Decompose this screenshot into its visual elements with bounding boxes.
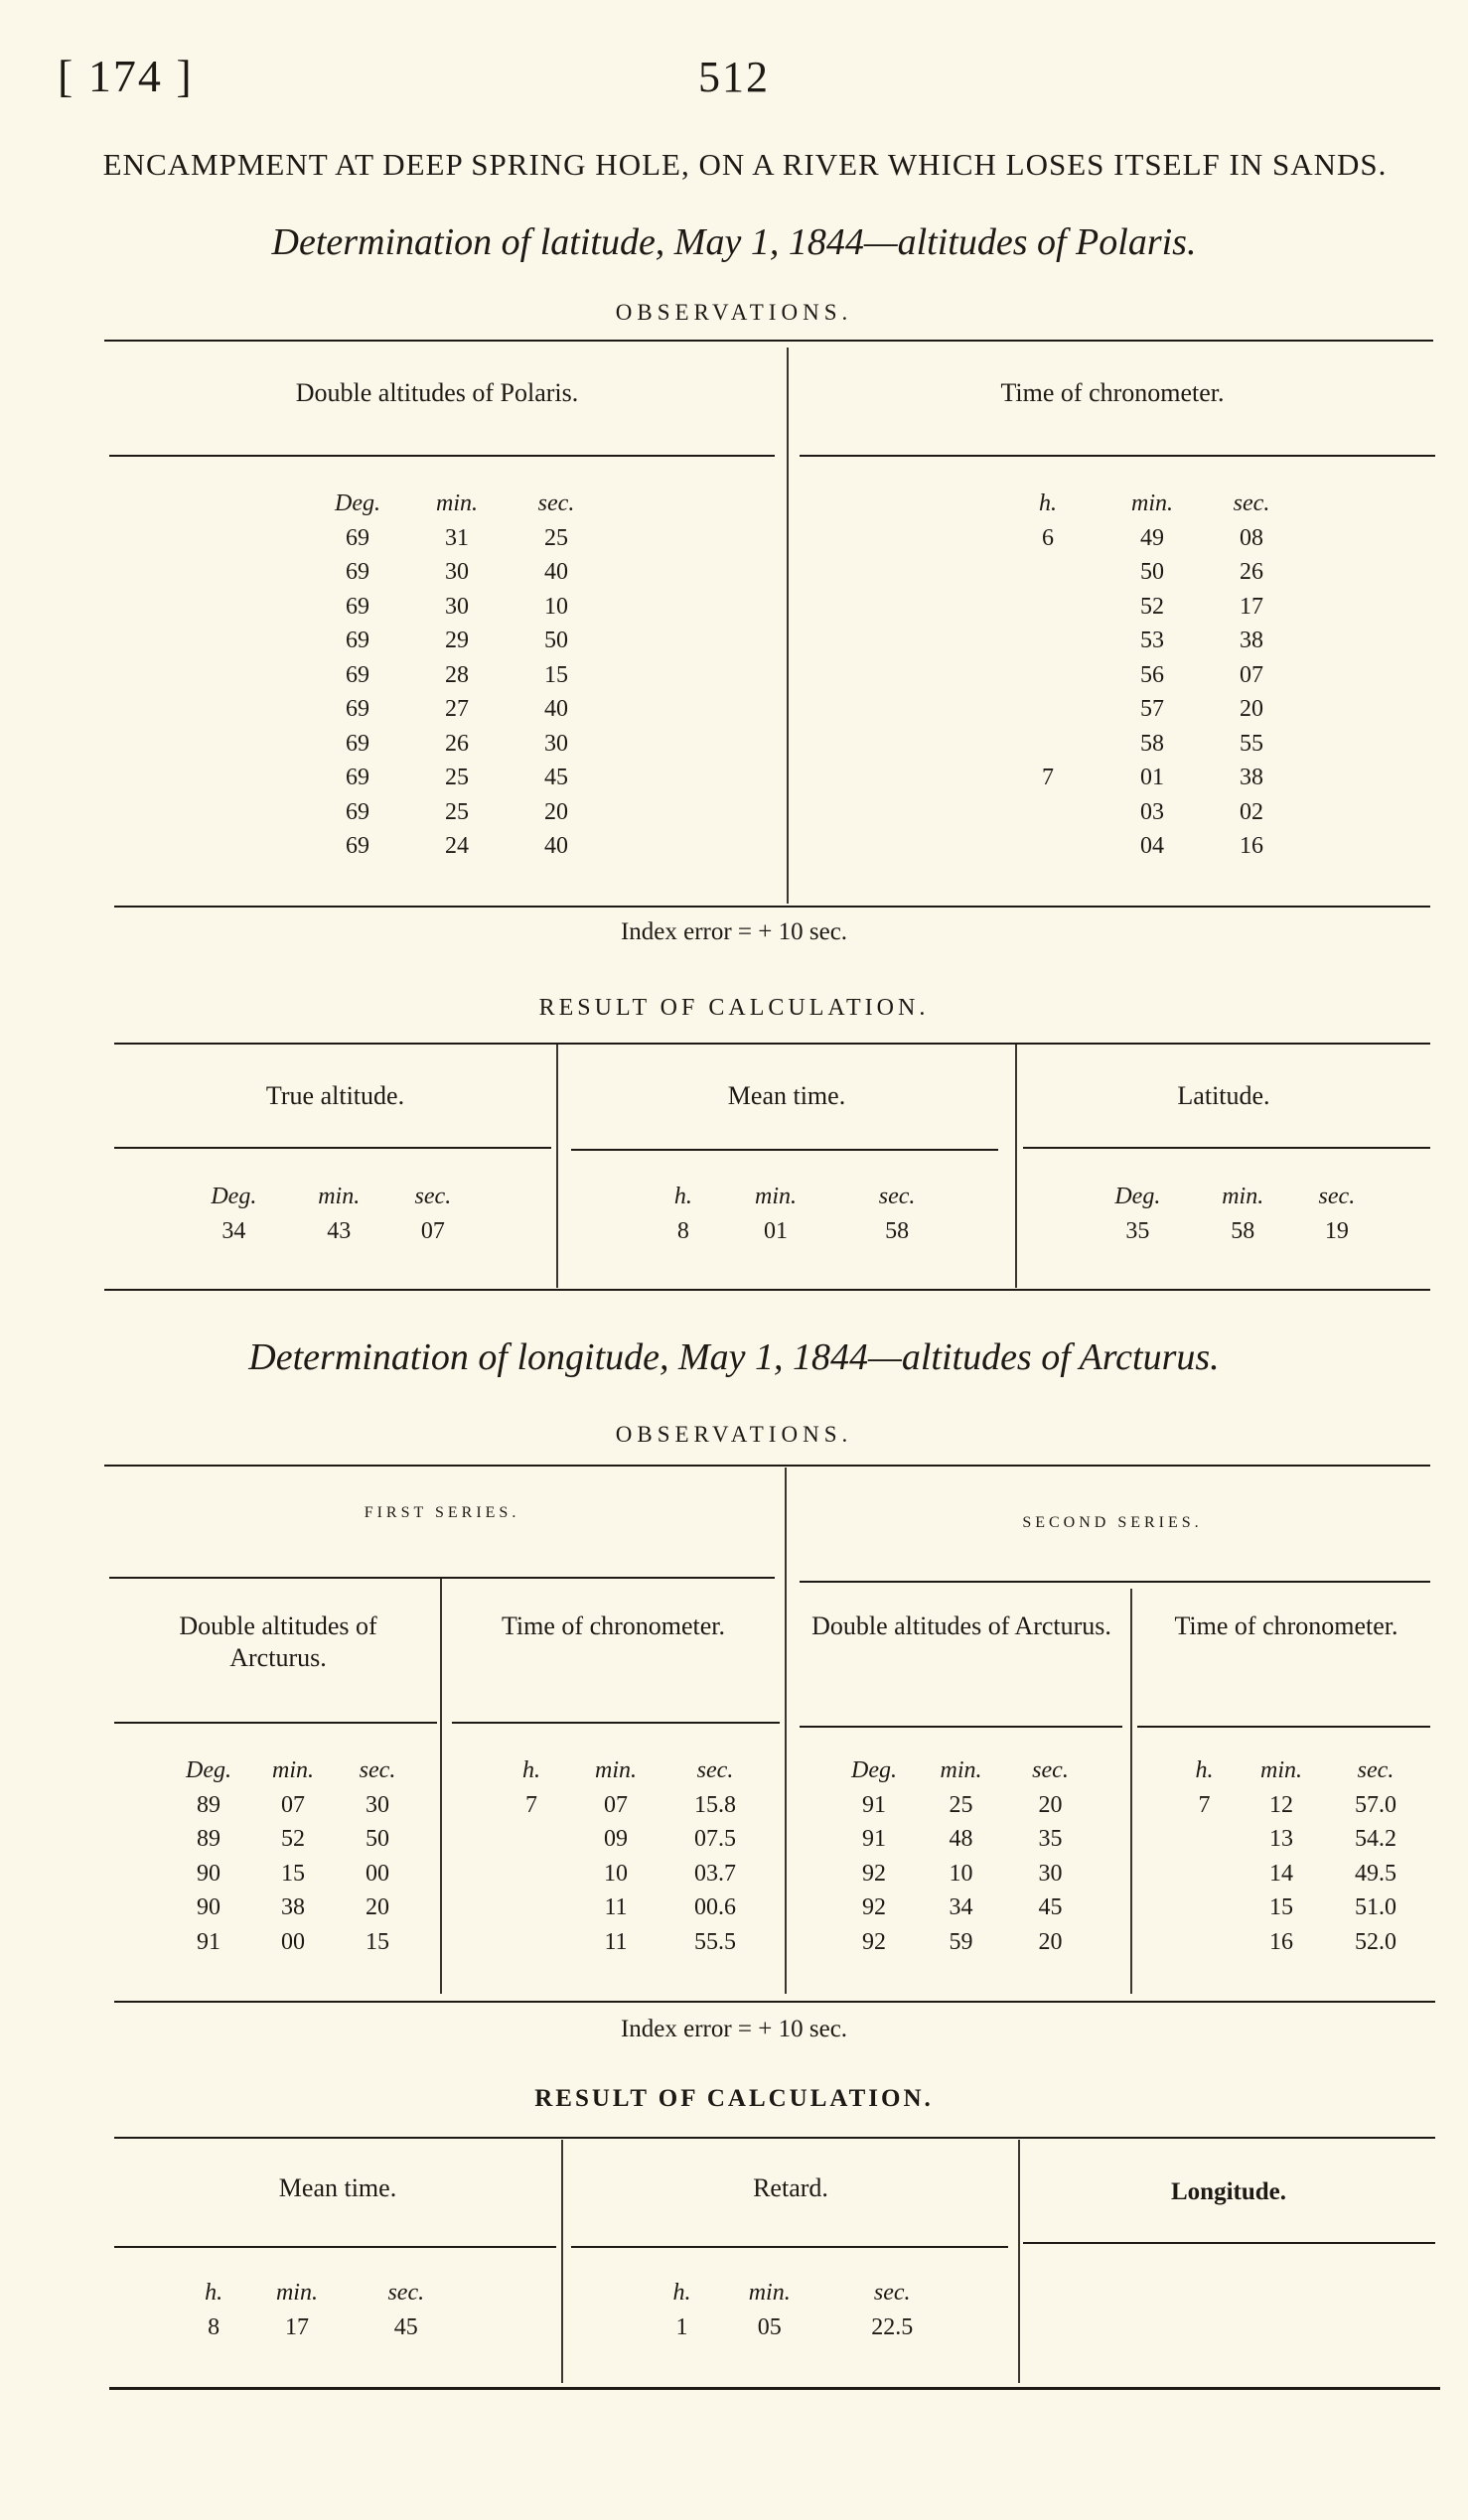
table-row (308, 624, 606, 658)
table-cell: 15 (544, 661, 568, 688)
table-cell: 07 (281, 1791, 305, 1818)
table-cell: 20 (544, 798, 568, 825)
longitude-table-top-rule (104, 1465, 1430, 1467)
table-cell: min. (1222, 1184, 1264, 1209)
table-cell: 10 (544, 593, 568, 620)
table-cell: Deg. (186, 1757, 231, 1783)
longitude-index-error: Index error = + 10 sec. (620, 2016, 848, 2042)
table-cell: 00 (281, 1928, 305, 1955)
table-cell: h. (205, 2280, 223, 2306)
table-cell: 07 (604, 1791, 628, 1818)
table-cell: 34 (949, 1894, 973, 1920)
table-row (993, 590, 1301, 625)
col-rule-1 (114, 1722, 437, 1724)
table-cell: min. (755, 1184, 798, 1209)
table-cell (1177, 1822, 1232, 1857)
latitude-heading: Determination of latitude, May 1, 1844—altitudes of Polaris. (271, 221, 1197, 263)
col-rule-3 (800, 1726, 1122, 1728)
table-row (169, 1925, 417, 1960)
table-row (993, 555, 1301, 590)
table-cell: h. (522, 1757, 540, 1783)
table-cell: 11 (604, 1928, 628, 1955)
table-cell: 03 (1140, 798, 1164, 825)
units-row (308, 487, 606, 521)
longitude-table-bottom-rule (114, 2001, 1435, 2003)
table-cell: 20 (1038, 1791, 1063, 1818)
units-row (834, 1753, 1093, 1788)
units-row (656, 2276, 954, 2310)
table-row (497, 1822, 765, 1857)
table-cell: 07 (1240, 661, 1263, 688)
table-cell: sec. (414, 1184, 452, 1209)
table-cell: 50 (544, 628, 568, 653)
table-row (993, 829, 1301, 864)
table-cell: 48 (949, 1826, 973, 1852)
table-cell: 17 (284, 2313, 309, 2340)
table-row (308, 727, 606, 762)
table-cell: h. (673, 1184, 692, 1209)
table-cell: 52.0 (1355, 1928, 1396, 1955)
series-divider (785, 1468, 787, 1994)
table-row (169, 1822, 417, 1857)
table-cell: 16 (1269, 1928, 1293, 1955)
table-cell: 7 (1198, 1791, 1211, 1818)
table-cell: 11 (604, 1894, 628, 1920)
first-series-divider (440, 1577, 442, 1994)
table-cell: 34 (221, 1217, 246, 1244)
table-row (308, 829, 606, 864)
table-cell: 38 (281, 1894, 305, 1920)
table-cell: 49 (1140, 524, 1164, 551)
table-cell: sec. (1318, 1184, 1356, 1209)
table-cell: 92 (862, 1860, 886, 1887)
table-cell: 15 (281, 1860, 305, 1887)
table-cell: 45 (393, 2313, 418, 2340)
table-row (308, 795, 606, 830)
table-cell: h. (1195, 1757, 1214, 1783)
latitude-observations-label: OBSERVATIONS. (615, 300, 853, 325)
table-cell: Deg. (211, 1184, 257, 1209)
table-cell (993, 658, 1102, 693)
table-cell: 08 (1240, 524, 1263, 551)
table-row (993, 795, 1301, 830)
table-row (189, 2310, 457, 2345)
second-series-label: SECOND SERIES. (1022, 1514, 1203, 1531)
table-cell: 89 (197, 1791, 220, 1818)
table-cell: 07 (420, 1217, 445, 1244)
table-cell: min. (272, 1757, 314, 1783)
table-cell: min. (748, 2280, 791, 2306)
table-cell: 40 (544, 696, 568, 722)
table-cell: 91 (862, 1791, 886, 1818)
table-row (497, 1788, 765, 1823)
table-cell: 25 (445, 798, 469, 825)
table-cell: 29 (445, 628, 469, 653)
page-title: ENCAMPMENT AT DEEP SPRING HOLE, ON A RIVER WHICH LOSES ITSELF IN SANDS. (102, 147, 1388, 182)
table-cell: 07.5 (694, 1826, 736, 1852)
table-cell (497, 1925, 566, 1960)
header-rule-right (800, 455, 1435, 457)
mean-time-header: Mean time. (727, 1081, 846, 1110)
table-cell: 55 (1240, 730, 1263, 757)
table-cell: min. (1131, 490, 1173, 516)
latitude-result (1083, 1180, 1381, 1248)
table-cell: 69 (346, 661, 369, 688)
table-cell: min. (436, 490, 478, 516)
chronometer-header: Time of chronometer. (1000, 378, 1225, 407)
polaris-altitude-header: Double altitudes of Polaris. (295, 378, 579, 407)
table-cell: 51.0 (1355, 1894, 1396, 1920)
table-cell: sec. (873, 2280, 911, 2306)
table-cell (1177, 1925, 1232, 1960)
table-cell: 52 (1140, 593, 1164, 620)
table-cell: 14 (1269, 1860, 1293, 1887)
first-altitude-header: Double altitudes of Arcturus. (179, 1611, 377, 1672)
table-cell: 22.5 (871, 2313, 914, 2340)
table-cell: 91 (197, 1928, 220, 1955)
table-row (497, 1890, 765, 1925)
table-cell: 8 (208, 2313, 220, 2340)
longitude-observations-label: OBSERVATIONS. (615, 1422, 853, 1447)
table-cell: 26 (445, 730, 469, 757)
table-cell: 1 (675, 2313, 688, 2340)
table-row (834, 1788, 1093, 1823)
table-cell: 30 (445, 559, 469, 585)
col-rule-2 (452, 1722, 780, 1724)
table-row (308, 555, 606, 590)
longitude-result-header-rule-2 (571, 2246, 1008, 2248)
table-cell: 69 (346, 730, 369, 757)
longitude-result-top-rule (114, 2137, 1435, 2139)
longitude-header: Longitude. (1170, 2178, 1286, 2205)
table-cell: 58 (1140, 730, 1164, 757)
table-cell: 25 (445, 765, 469, 790)
retard-header: Retard. (753, 2173, 828, 2202)
table-cell: 69 (346, 798, 369, 825)
table-row (169, 1788, 417, 1823)
table-row (308, 692, 606, 727)
table-cell: 92 (862, 1894, 886, 1920)
table-cell: 01 (764, 1217, 789, 1244)
table-cell: 43 (327, 1217, 352, 1244)
table-cell: 90 (197, 1860, 220, 1887)
second-series-rule (800, 1581, 1430, 1583)
table-row (834, 1890, 1093, 1925)
result-top-rule (114, 1043, 1430, 1045)
second-altitude-header: Double altitudes of Arcturus. (811, 1611, 1111, 1640)
chronometer-times-table (993, 487, 1301, 864)
table-cell: 45 (1038, 1894, 1063, 1920)
table-cell: 35 (1038, 1826, 1063, 1852)
table-cell: 15 (1269, 1894, 1293, 1920)
table-cell: 38 (1240, 765, 1263, 790)
table-cell: min. (595, 1757, 637, 1783)
result-bottom-rule (104, 1289, 1430, 1291)
table-cell: min. (940, 1757, 982, 1783)
table-cell: 30 (366, 1791, 389, 1818)
table-cell: 6 (1042, 524, 1054, 551)
table-cell: 05 (757, 2313, 782, 2340)
table-row (169, 1890, 417, 1925)
table-cell: 89 (197, 1826, 220, 1852)
table-row (656, 2310, 954, 2345)
table-cell: 69 (346, 559, 369, 585)
table-cell: 59 (949, 1928, 973, 1955)
table-cell: Deg. (335, 490, 380, 516)
table-cell: sec. (878, 1184, 916, 1209)
table-cell: 58 (885, 1217, 910, 1244)
table-cell: 16 (1240, 833, 1263, 859)
table-cell: 20 (1038, 1928, 1063, 1955)
table-cell: 57.0 (1355, 1791, 1396, 1818)
table-row (308, 761, 606, 795)
units-row (1083, 1180, 1381, 1214)
table-cell: Deg. (1114, 1184, 1161, 1209)
table-row (1177, 1822, 1420, 1857)
table-cell: sec. (537, 490, 575, 516)
table-row (656, 1214, 954, 1249)
true-altitude-header: True altitude. (265, 1081, 405, 1110)
table-row (1083, 1214, 1381, 1249)
table-cell (497, 1890, 566, 1925)
table-cell: 45 (544, 765, 568, 790)
table-cell: 52 (281, 1826, 305, 1852)
table-cell: sec. (1032, 1757, 1069, 1783)
first-series-label: FIRST SERIES. (364, 1504, 520, 1521)
col-rule-4 (1137, 1726, 1430, 1728)
table-cell: sec. (1357, 1757, 1395, 1783)
units-row (1177, 1753, 1420, 1788)
table-cell: sec. (359, 1757, 396, 1783)
result-header-rule-1 (114, 1147, 551, 1149)
table-cell: 50 (366, 1826, 389, 1852)
units-row (169, 1753, 417, 1788)
longitude-result-header-rule-1 (114, 2246, 556, 2248)
table-cell (993, 692, 1102, 727)
table-cell: 15.8 (694, 1791, 736, 1818)
table-cell: 15 (366, 1928, 389, 1955)
first-series-rule (109, 1577, 775, 1579)
table-cell: sec. (696, 1757, 734, 1783)
table-cell: 09 (604, 1826, 628, 1852)
table-row (993, 761, 1301, 795)
result-header-rule-3 (1023, 1147, 1430, 1149)
longitude-result-label: RESULT OF CALCULATION. (534, 2085, 934, 2112)
header-rule-left (109, 455, 775, 457)
table-cell: 00.6 (694, 1894, 736, 1920)
table-cell: 38 (1240, 628, 1263, 653)
table-row (993, 521, 1301, 556)
longitude-result-bottom-rule (109, 2387, 1440, 2390)
table-cell (1177, 1857, 1232, 1891)
table-cell: 30 (1038, 1860, 1063, 1887)
table-cell: 30 (445, 593, 469, 620)
second-times-table (1177, 1753, 1420, 1959)
table-cell: 30 (544, 730, 568, 757)
table-cell: 19 (1324, 1217, 1349, 1244)
table-cell: 17 (1240, 593, 1263, 620)
units-row (993, 487, 1301, 521)
table-row (1177, 1857, 1420, 1891)
table-cell: 8 (676, 1217, 689, 1244)
longitude-mean-time-result (189, 2276, 457, 2344)
table-cell: 55.5 (694, 1928, 736, 1955)
table-row (1177, 1788, 1420, 1823)
table-cell: 69 (346, 833, 369, 859)
longitude-heading: Determination of longitude, May 1, 1844—altitudes of Arcturus. (248, 1336, 1220, 1378)
table-cell: 20 (1240, 696, 1263, 722)
table-cell: 69 (346, 524, 369, 551)
table-cell: 91 (862, 1826, 886, 1852)
table-cell: 26 (1240, 559, 1263, 585)
second-series-divider (1130, 1589, 1132, 1994)
polaris-altitudes-table (308, 487, 606, 864)
mean-time-result (656, 1180, 954, 1248)
latitude-result-label: RESULT OF CALCULATION. (538, 995, 930, 1021)
table-cell: h. (672, 2280, 691, 2306)
table-cell: 57 (1140, 696, 1164, 722)
table-row (993, 727, 1301, 762)
page-number-bracket: [ 174 ] (58, 51, 194, 101)
units-row (189, 2276, 457, 2310)
table-cell: 25 (949, 1791, 973, 1818)
second-altitudes-table (834, 1753, 1093, 1959)
table-cell: 13 (1269, 1826, 1293, 1852)
table-row (834, 1822, 1093, 1857)
table-row (1177, 1925, 1420, 1960)
longitude-mean-time-header: Mean time. (278, 2173, 397, 2202)
table-cell (993, 795, 1102, 830)
table-cell: min. (318, 1184, 361, 1209)
table-cell: 58 (1231, 1217, 1255, 1244)
table-row (497, 1857, 765, 1891)
table-cell: 69 (346, 628, 369, 653)
units-row (179, 1180, 477, 1214)
table-cell: 90 (197, 1894, 220, 1920)
table-cell: 50 (1140, 559, 1164, 585)
table-cell: 49.5 (1355, 1860, 1396, 1887)
table-cell: 03.7 (694, 1860, 736, 1887)
table-cell: Deg. (851, 1757, 897, 1783)
table-cell: min. (1260, 1757, 1302, 1783)
table-cell (993, 624, 1102, 658)
table-row (308, 590, 606, 625)
table-cell: 40 (544, 833, 568, 859)
table-cell: 28 (445, 661, 469, 688)
table-cell: 10 (604, 1860, 628, 1887)
table-cell: 7 (525, 1791, 537, 1818)
table-cell: 27 (445, 696, 469, 722)
table-cell: sec. (387, 2280, 425, 2306)
true-altitude-result (179, 1180, 477, 1248)
table-cell (993, 829, 1102, 864)
table-cell: 20 (366, 1894, 389, 1920)
longitude-result-header-rule-3 (1023, 2242, 1435, 2244)
table-row (834, 1925, 1093, 1960)
table-row (497, 1925, 765, 1960)
table-bottom-rule (114, 906, 1430, 908)
table-cell: 04 (1140, 833, 1164, 859)
table-cell: 53 (1140, 628, 1164, 653)
table-cell (993, 727, 1102, 762)
result-header-rule-2 (571, 1149, 998, 1151)
units-row (656, 1180, 954, 1214)
first-altitudes-table (169, 1753, 417, 1959)
table-row (179, 1214, 477, 1249)
table-cell: 54.2 (1355, 1826, 1396, 1852)
table-cell (497, 1857, 566, 1891)
table-cell: 7 (1042, 765, 1054, 790)
table-cell: 40 (544, 559, 568, 585)
first-times-table (497, 1753, 765, 1959)
table-cell: 35 (1125, 1217, 1150, 1244)
table-cell: 69 (346, 765, 369, 790)
table-cell: 24 (445, 833, 469, 859)
table-row (308, 658, 606, 693)
second-chronometer-header: Time of chronometer. (1174, 1611, 1398, 1640)
units-row (497, 1753, 765, 1788)
table-cell: 56 (1140, 661, 1164, 688)
table-cell (1177, 1890, 1232, 1925)
latitude-header: Latitude. (1177, 1081, 1270, 1110)
table-row (169, 1857, 417, 1891)
table-row (1177, 1890, 1420, 1925)
document-number: 512 (698, 53, 770, 101)
table-cell: 00 (366, 1860, 389, 1887)
table-cell (497, 1822, 566, 1857)
table-row (834, 1857, 1093, 1891)
table-cell (993, 555, 1102, 590)
table-row (993, 692, 1301, 727)
table-row (993, 624, 1301, 658)
column-divider (787, 348, 789, 904)
table-cell: 25 (544, 524, 568, 551)
table-cell: 92 (862, 1928, 886, 1955)
table-cell: sec. (1233, 490, 1270, 516)
table-cell: 01 (1140, 765, 1164, 790)
retard-result (656, 2276, 954, 2344)
table-row (308, 521, 606, 556)
table-cell: 10 (949, 1860, 973, 1887)
table-row (993, 658, 1301, 693)
table-cell: min. (275, 2280, 318, 2306)
table-cell: 69 (346, 696, 369, 722)
latitude-index-error: Index error = + 10 sec. (620, 918, 848, 945)
table-cell: 31 (445, 524, 469, 551)
first-chronometer-header: Time of chronometer. (501, 1611, 726, 1640)
table-top-rule (104, 340, 1433, 342)
table-cell (993, 590, 1102, 625)
table-cell: h. (1039, 490, 1057, 516)
table-cell: 69 (346, 593, 369, 620)
table-cell: 12 (1269, 1791, 1293, 1818)
table-cell: 02 (1240, 798, 1263, 825)
